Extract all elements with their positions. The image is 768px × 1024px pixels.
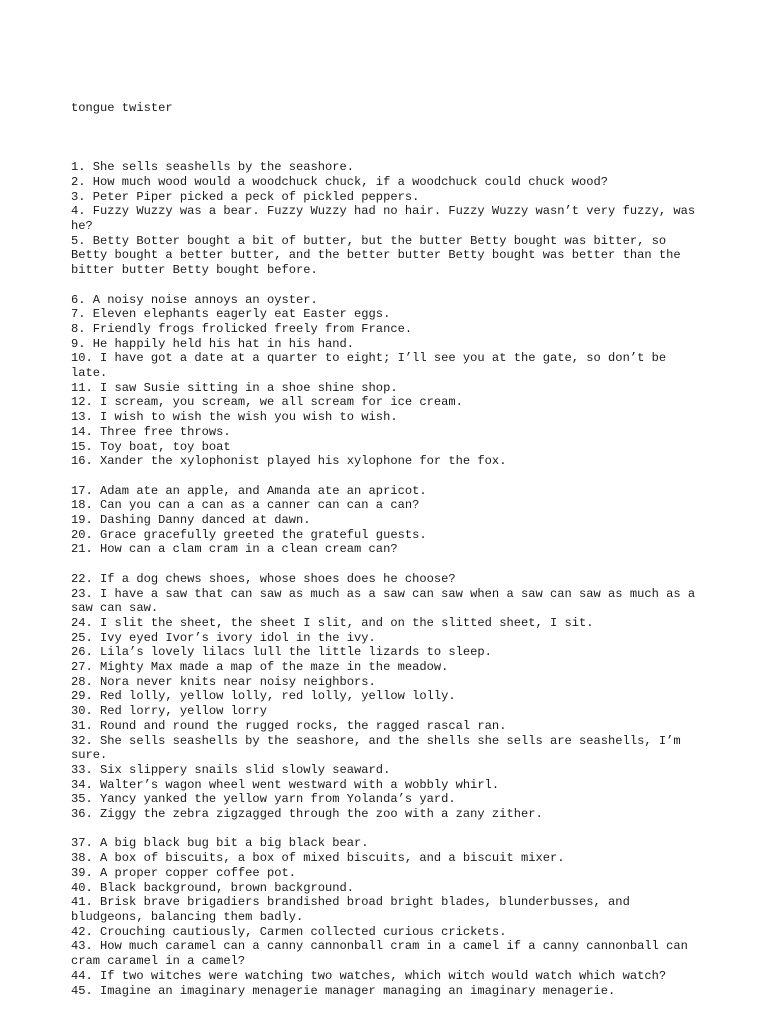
document-page — [71, 72, 701, 1013]
list-item: 2. How much wood would a woodchuck chuck, if a woodchuck could chuck wood? — [71, 174, 609, 189]
list-item: 35. Yancy yanked the yellow yarn from Yolanda’s yard. — [71, 792, 456, 807]
list-item: 31. Round and round the rugged rocks, the ragged rascal ran. — [71, 718, 507, 733]
paragraph-gap — [71, 469, 701, 484]
list-item: 12. I scream, you scream, we all scream for ice cream. — [71, 395, 463, 410]
list-item: 27. Mighty Max made a map of the maze in the meadow. — [71, 660, 449, 675]
list-item: 33. Six slippery snails slid slowly seaward. — [71, 762, 391, 777]
twister-group — [71, 836, 701, 998]
list-item: 37. A big black bug bit a big black bear. — [71, 836, 369, 851]
paragraph-gap — [71, 278, 701, 293]
list-item: 26. Lila’s lovely lilacs lull the little lizards to sleep. — [71, 645, 492, 660]
list-item: 25. Ivy eyed Ivor’s ivory idol in the ivy. — [71, 630, 376, 645]
list-item: 40. Black background, brown background. — [71, 880, 355, 895]
document-title: tongue twister — [71, 101, 173, 116]
list-item: 41. Brisk brave brigadiers brandished broad bright blades, blunderbusses, and bludgeons, balancing them badly. — [71, 895, 638, 924]
list-item: 9. He happily held his hat in his hand. — [71, 336, 355, 351]
list-item: 30. Red lorry, yellow lorry — [71, 704, 267, 719]
list-item: 10. I have got a date at a quarter to eight; I’ll see you at the gate, so don’t be late. — [71, 351, 674, 381]
twister-group — [71, 572, 701, 822]
list-item: 24. I slit the sheet, the sheet I slit, and on the slitted sheet, I sit. — [71, 615, 594, 630]
list-item: 5. Betty Botter bought a bit of butter, but the butter Betty bought was bitter, so Betty bought a better butter, and the better butter Betty bought was better than the bitter butter Betty bought before. — [71, 233, 688, 278]
list-item: 7. Eleven elephants eagerly eat Easter eggs. — [71, 307, 391, 322]
list-item: 13. I wish to wish the wish you wish to wish. — [71, 410, 398, 425]
list-item: 3. Peter Piper picked a peck of pickled peppers. — [71, 189, 420, 204]
list-item: 17. Adam ate an apple, and Amanda ate an apricot. — [71, 483, 427, 498]
list-item: 21. How can a clam cram in a clean cream can? — [71, 542, 398, 557]
list-item: 6. A noisy noise annoys an oyster. — [71, 292, 318, 307]
list-item: 39. A proper copper coffee pot. — [71, 865, 296, 880]
list-item: 14. Three free throws. — [71, 424, 231, 439]
twister-group — [71, 293, 701, 469]
list-item: 34. Walter’s wagon wheel went westward with a wobbly whirl. — [71, 777, 500, 792]
tongue-twister-list — [71, 146, 701, 999]
list-item: 16. Xander the xylophonist played his xylophone for the fox. — [71, 454, 507, 469]
list-item: 23. I have a saw that can saw as much as a saw can saw when a saw can saw as much as a saw can saw. — [71, 586, 703, 616]
list-item: 18. Can you can a can as a canner can can a can? — [71, 498, 420, 513]
list-item: 44. If two witches were watching two watches, which witch would watch which watch? — [71, 968, 667, 983]
list-item: 29. Red lolly, yellow lolly, red lolly, yellow lolly. — [71, 689, 456, 704]
list-item: 1. She sells seashells by the seashore. — [71, 160, 355, 175]
list-item: 45. Imagine an imaginary menagerie manager managing an imaginary menagerie. — [71, 983, 616, 998]
paragraph-gap — [71, 146, 701, 161]
list-item: 11. I saw Susie sitting in a shoe shine shop. — [71, 380, 398, 395]
list-item: 8. Friendly frogs frolicked freely from France. — [71, 321, 413, 336]
list-item: 22. If a dog chews shoes, whose shoes does he choose? — [71, 571, 456, 586]
list-item: 43. How much caramel can a canny cannonball cram in a camel if a canny cannonball can cram caramel in a camel? — [71, 939, 696, 969]
twister-group — [71, 160, 701, 278]
list-item: 38. A box of biscuits, a box of mixed biscuits, and a biscuit mixer. — [71, 851, 565, 866]
list-item: 36. Ziggy the zebra zigzagged through the zoo with a zany zither. — [71, 807, 543, 822]
list-item: 32. She sells seashells by the seashore, and the shells she sells are seashells, I’m sure. — [71, 733, 688, 763]
paragraph-gap — [71, 822, 701, 837]
list-item: 20. Grace gracefully greeted the grateful guests. — [71, 527, 427, 542]
list-item: 42. Crouching cautiously, Carmen collected curious crickets. — [71, 924, 507, 939]
paragraph-gap — [71, 557, 701, 572]
list-item: 15. Toy boat, toy boat — [71, 439, 231, 454]
twister-group — [71, 484, 701, 558]
list-item: 19. Dashing Danny danced at dawn. — [71, 513, 311, 528]
list-item: 4. Fuzzy Wuzzy was a bear. Fuzzy Wuzzy had no hair. Fuzzy Wuzzy wasn’t very fuzzy, was he? — [71, 204, 703, 234]
list-item: 28. Nora never knits near noisy neighbors. — [71, 674, 376, 689]
